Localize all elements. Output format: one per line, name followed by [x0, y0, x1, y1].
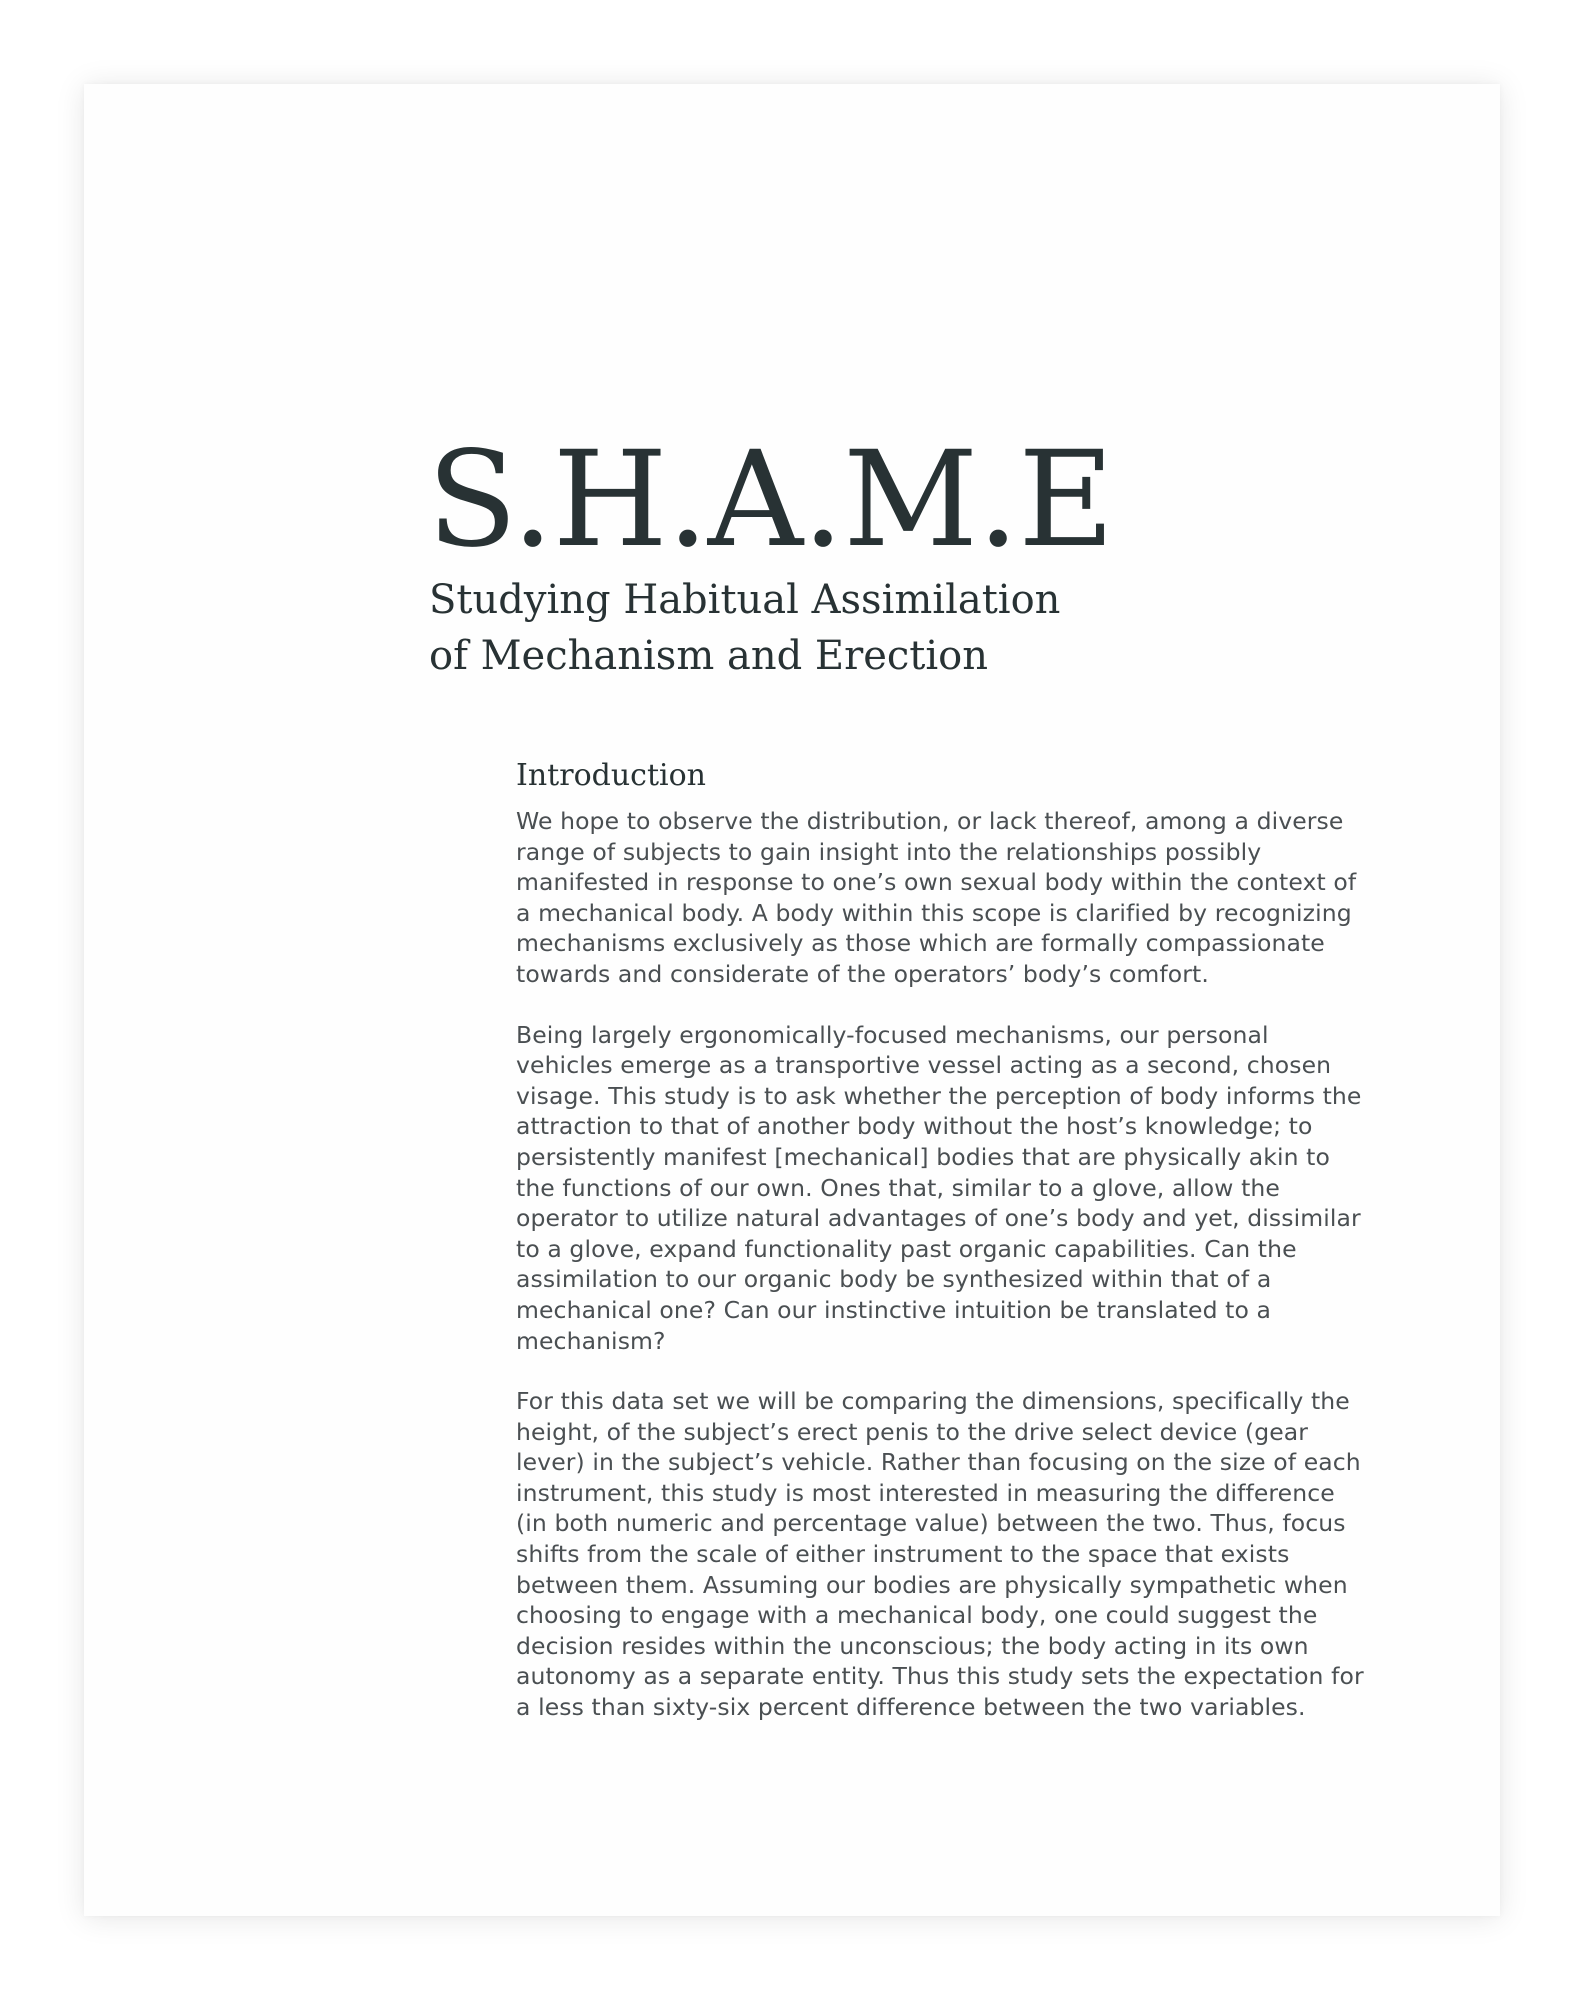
text-line: to a glove, expand functionality past organic capabilities. Can the [516, 1234, 1297, 1263]
text-line: (in both numeric and percentage value) between the two. Thus, focus [516, 1509, 1346, 1538]
text-line: attraction to that of another body without the host’s knowledge; to [516, 1112, 1313, 1141]
text-line: towards and considerate of the operators’ body’s comfort. [516, 959, 1209, 988]
text-line: operator to utilize natural advantages of one’s body and yet, dissimilar [516, 1204, 1361, 1233]
section-heading: Introduction [516, 758, 706, 793]
text-line: vehicles emerge as a transportive vessel acting as a second, chosen [516, 1051, 1332, 1080]
text-line: choosing to engage with a mechanical body, one could suggest the [516, 1601, 1318, 1630]
text-line: range of subjects to gain insight into the relationships possibly [516, 837, 1262, 866]
text-line: instrument, this study is most interested in measuring the difference [516, 1478, 1335, 1507]
document-page [84, 84, 1500, 1916]
subtitle-line: of Mechanism and Erection [429, 633, 989, 679]
text-line: decision resides within the unconscious; the body acting in its own [516, 1631, 1309, 1660]
text-line: shifts from the scale of either instrument to the space that exists [516, 1540, 1290, 1569]
title-block [427, 423, 1114, 684]
document-title: S.H.A.M.E [427, 423, 1114, 577]
text-line: lever) in the subject’s vehicle. Rather than focusing on the size of each [516, 1448, 1361, 1477]
text-line: visage. This study is to ask whether the perception of body informs the [516, 1081, 1362, 1110]
text-line: persistently manifest [mechanical] bodies that are physically akin to [516, 1142, 1330, 1171]
text-line: manifested in response to one’s own sexual body within the context of [516, 868, 1357, 897]
subtitle-line: Studying Habitual Assimilation [429, 577, 1061, 623]
text-line: assimilation to our organic body be synthesized within that of a [516, 1265, 1272, 1294]
text-line: autonomy as a separate entity. Thus this study sets the expectation for [516, 1662, 1364, 1691]
text-line: For this data set we will be comparing the dimensions, specifically the [516, 1387, 1350, 1416]
introduction-section [516, 756, 1376, 1753]
text-line: the functions of our own. Ones that, similar to a glove, allow the [516, 1173, 1280, 1202]
text-line: mechanism? [516, 1326, 666, 1355]
text-line: mechanical one? Can our instinctive intuition be translated to a [516, 1295, 1272, 1324]
paragraph-3 [516, 1386, 1376, 1723]
text-line: a less than sixty-six percent difference between the two variables. [516, 1693, 1306, 1722]
text-line: mechanisms exclusively as those which are formally compassionate [516, 929, 1325, 958]
paragraph-1 [516, 806, 1376, 990]
text-line: height, of the subject’s erect penis to the drive select device (gear [516, 1417, 1309, 1446]
text-line: a mechanical body. A body within this scope is clarified by recognizing [516, 898, 1352, 927]
text-line: We hope to observe the distribution, or lack thereof, among a diverse [516, 807, 1344, 835]
text-line: Being largely ergonomically-focused mechanisms, our personal [516, 1020, 1269, 1049]
text-line: between them. Assuming our bodies are physically sympathetic when [516, 1570, 1348, 1599]
paragraph-2 [516, 1020, 1376, 1357]
document-subtitle [429, 572, 1114, 684]
